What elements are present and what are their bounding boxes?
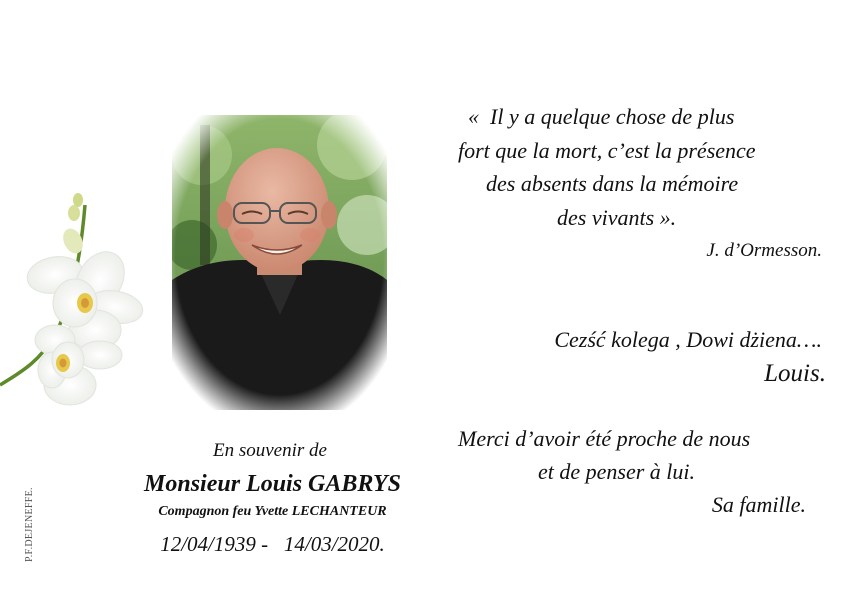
quote-author: J. d’Ormesson. [706, 240, 822, 261]
thanks-line: Merci d’avoir été proche de nous [458, 426, 751, 451]
quote-line: des vivants ». [557, 205, 677, 230]
life-dates: 12/04/1939 - 14/03/2020. [160, 532, 385, 556]
printer-credit [22, 450, 38, 562]
family-signature: Sa famille. [711, 492, 806, 517]
portrait-photo [172, 115, 387, 410]
orchid-flower-decoration [0, 185, 150, 420]
printer-credit-text: P.F.DEJENEFFE. [24, 487, 35, 562]
souvenir-label: En souvenir de [213, 440, 327, 461]
tribute-name: Louis. [764, 360, 826, 387]
quote-line: « Il y a quelque chose de plus [468, 104, 735, 129]
deceased-name: Monsieur Louis GABRYS [144, 471, 401, 497]
quote-line: fort que la mort, c’est la présence [458, 138, 756, 163]
companion-line: Compagnon feu Yvette LECHANTEUR [158, 504, 387, 519]
thanks-line: et de penser à lui. [538, 459, 696, 484]
tribute-line: Cezść kolega , Dowi dżiena…. [554, 327, 822, 352]
quote-line: des absents dans la mémoire [486, 171, 739, 196]
